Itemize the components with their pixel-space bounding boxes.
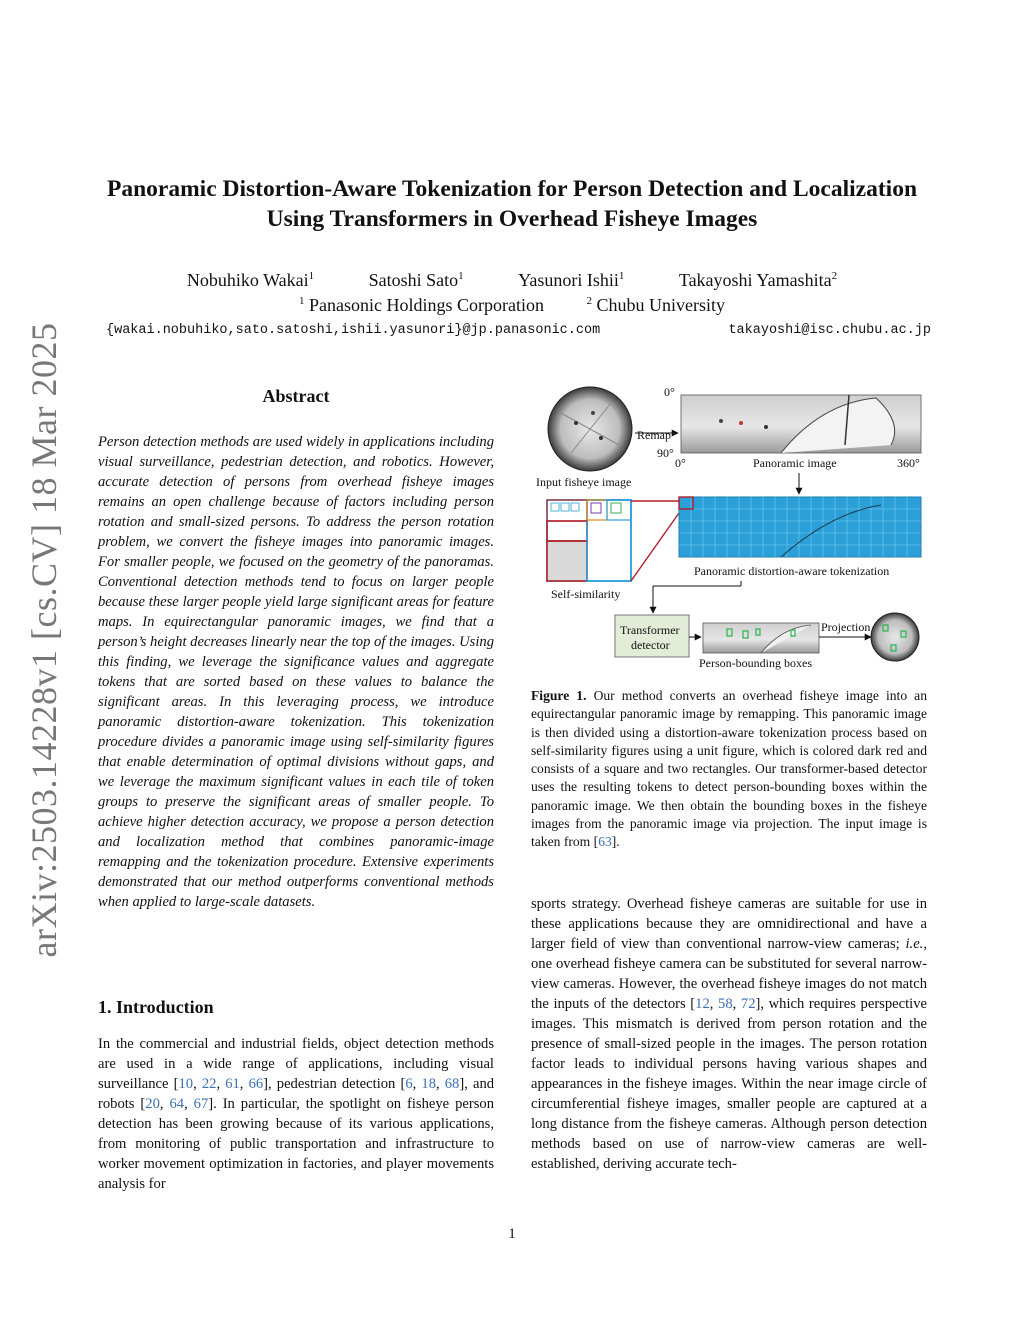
citation-link[interactable]: 63: [598, 834, 612, 850]
paper-title: Panoramic Distortion-Aware Tokenization for Person Detection and Localization Using Transformers in Overhead Fisheye Images: [106, 176, 918, 232]
introduction-continued: sports strategy. Overhead fisheye cameras are suitable for use in these applications because they are omnidirectional and have a larger field of view than conventional narrow-view cameras; i.e., one overhead fisheye camera can be substituted for several narrow-view cameras. However, the overhead fisheye images do not match the inputs of the detectors [12, 58, 72], which requires perspective images. This mismatch is derived from person rotation and the presence of small-sized people in the images. The person rotation factor leads to individual persons having various shapes and appearances in the fisheye images. Within the near image circle of circumferential fisheye images, smaller people are captured at a long distance from the fisheye cameras. Although person detection methods based on use of narrow-view cameras are well-established, deriving accurate tech-: [531, 896, 927, 1172]
page-number: 1: [508, 1226, 516, 1242]
label-transformer: Transformer: [620, 623, 680, 637]
arxiv-side-label: arXiv:2503.14228v1 [cs.CV] 18 Mar 2025: [24, 322, 64, 958]
label-remap: Remap: [637, 428, 671, 442]
affiliation: $^1$ Panasonic Holdings Corporation: [299, 295, 544, 315]
abstract-heading: Abstract: [262, 386, 330, 406]
citation-link[interactable]: 64: [169, 1096, 185, 1112]
citation-link[interactable]: 12: [695, 996, 710, 1012]
label-tokenization: Panoramic distortion-aware tokenization: [694, 564, 890, 578]
citation-link[interactable]: 68: [444, 1076, 460, 1092]
label-detector: detector: [631, 638, 670, 652]
citation-link[interactable]: 58: [718, 996, 733, 1012]
citation-link[interactable]: 20: [145, 1096, 160, 1112]
figure-1-caption: Figure 1. Our method converts an overhead fisheye image into an equirectangular panoramic image by remapping. This panoramic image is then divided using a distortion-aware tokenization process based on self-similarity figures using a unit figure, which is colored dark red and consists of a square and two rectangles. Our transformer-based detector uses the resulting tokens to detect person-bounding boxes within the panoramic image. We then obtain the bounding boxes in the fisheye images from the panoramic image via projection. The input image is taken from [63].: [531, 688, 927, 850]
citation-link[interactable]: 22: [201, 1076, 217, 1092]
label-zero-bottom: 0°: [675, 456, 686, 470]
author: Yasunori Ishii$^1$: [518, 270, 625, 290]
abstract-text: Person detection methods are used widely in applications including visual surveillance, pedestrian detection, and robotics. However, accurate detection of persons from overhead fisheye images remains an open challenge because of factors including person rotation and small-sized persons. To address the person rotation problem, we convert the fisheye images into panoramic images. For smaller people, we focused on the geometry of the panoramas. Conventional detection methods tend to focus on larger people because these larger people yield large significant areas for feature maps. In equirectangular panoramic images, we find that a person’s height decreases linearly near the top of the images. Using this finding, we leverage the significance values and aggregate tokens that are sorted based on these values to balance the significant areas. In this leveraging process, we introduce panoramic distortion-aware tokenization. This tokenization procedure divides a panoramic image using self-similarity figures that enable determination of optimal divisions without gaps, and we leverage the maximum significant values in each tile of token groups to preserve the significant areas of smaller people. To achieve higher detection accuracy, we propose a person detection and localization method that combines panoramic-image remapping and the tokenization procedure. Extensive experiments demonstrated that our method outperforms conventional methods when applied to large-scale datasets.: [98, 434, 495, 910]
self-similarity-figure: [547, 500, 631, 581]
author: Takayoshi Yamashita$^2$: [678, 270, 838, 290]
author-emails: {wakai.nobuhiko,sato.satoshi,ishii.yasunori}@jp.panasonic.com takayoshi@isc.chubu.ac.jp: [106, 323, 931, 338]
citation-link[interactable]: 6: [405, 1076, 413, 1092]
label-zero-top: 0°: [664, 385, 675, 399]
citation-link[interactable]: 61: [225, 1076, 240, 1092]
label-input-fisheye: Input fisheye image: [536, 475, 632, 489]
label-self-similarity: Self-similarity: [551, 587, 621, 601]
citation-link[interactable]: 72: [740, 996, 756, 1012]
label-person-boxes: Person-bounding boxes: [699, 656, 812, 670]
author-list: [0, 270, 1024, 291]
author: Satoshi Sato$^1$: [368, 270, 464, 290]
label-projection: Projection: [821, 620, 871, 634]
fisheye-output-image: [871, 613, 919, 661]
section-heading-introduction: 1. Introduction: [98, 997, 214, 1017]
citation-link[interactable]: 67: [193, 1096, 209, 1112]
label-three-sixty: 360°: [897, 456, 920, 470]
citation-link[interactable]: 66: [248, 1076, 264, 1092]
label-panoramic-image: Panoramic image: [753, 456, 837, 470]
affiliation: $^2$ Chubu University: [586, 295, 725, 315]
author: Nobuhiko Wakai$^1$: [186, 270, 315, 290]
label-ninety: 90°: [657, 446, 674, 460]
citation-link[interactable]: 18: [421, 1076, 436, 1092]
affiliations: [0, 295, 1024, 316]
citation-link[interactable]: 10: [178, 1076, 194, 1092]
figure-1-diagram: [531, 383, 931, 673]
introduction-paragraph: In the commercial and industrial fields, object detection methods are used in a wide range of applications, including visual surveillance [10, 22, 61, 66], pedestrian detection [6, 18, 68], and robots [20, 64, 67]. In particular, the spotlight on fisheye person detection has been growing because of its various applications, from monitoring of public transportation and infrastructure to worker movement optimization in factories, and player movements analysis for: [98, 1036, 495, 1192]
